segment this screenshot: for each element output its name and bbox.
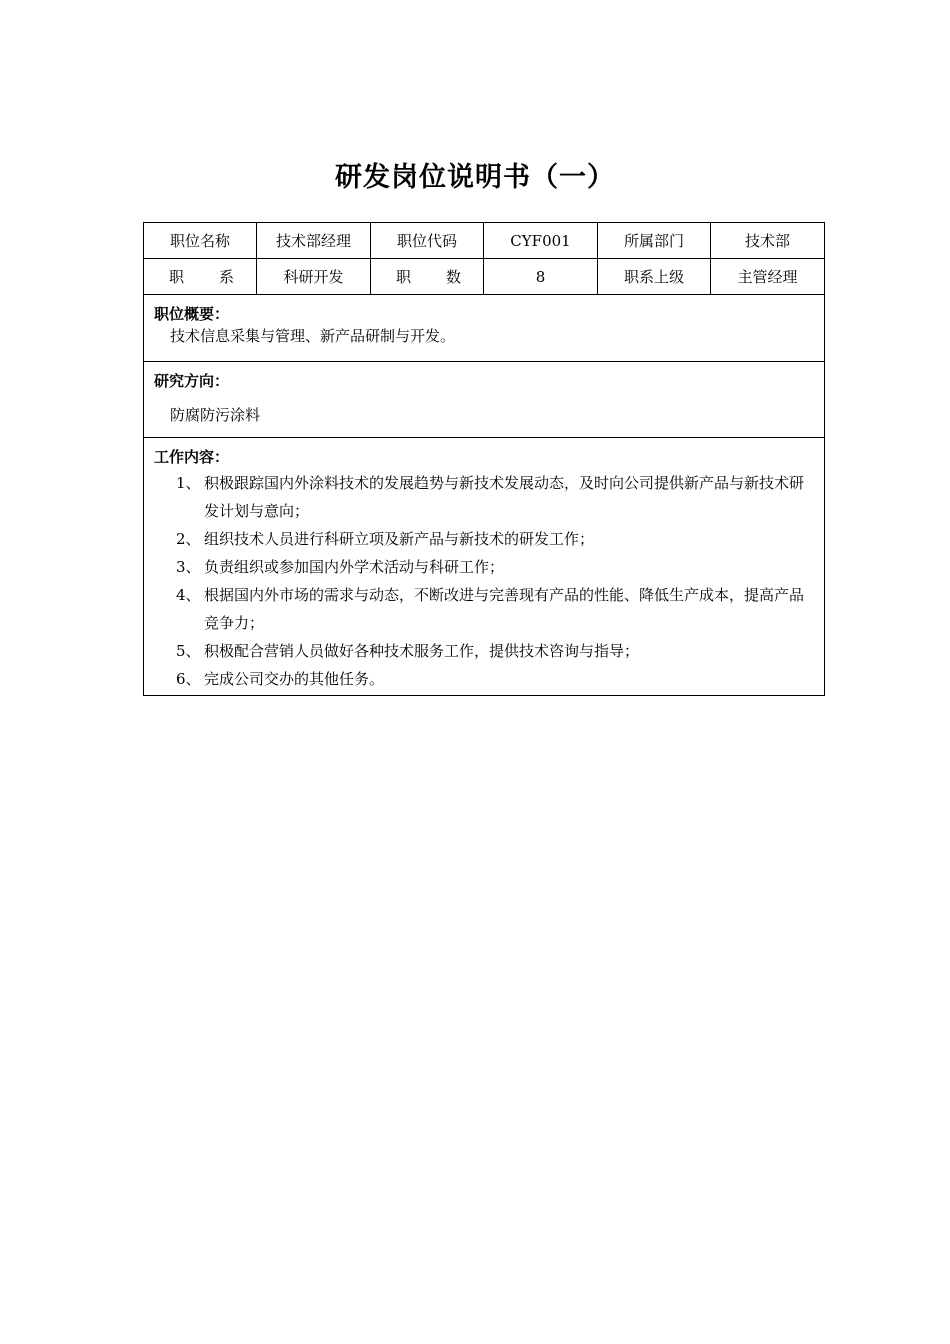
list-item-text: 组织技术人员进行科研立项及新产品与新技术的研发工作； bbox=[204, 530, 595, 548]
work-section bbox=[144, 438, 825, 696]
job-family-value: 科研开发 bbox=[257, 259, 371, 295]
list-item-text: 积极跟踪国内外涂料技术的发展趋势与新技术发展动态，及时向公司提供新产品与新技术研发计划与意向； bbox=[204, 474, 805, 520]
list-item-text: 积极配合营销人员做好各种技术服务工作，提供技术咨询与指导； bbox=[204, 642, 640, 660]
department-value: 技术部 bbox=[711, 223, 825, 259]
list-item bbox=[154, 553, 814, 581]
job-family-label bbox=[144, 259, 257, 295]
list-item-number: 6、 bbox=[176, 670, 201, 688]
page-title: 研发岗位说明书（一） bbox=[335, 162, 615, 193]
research-section bbox=[144, 362, 825, 438]
list-item-text: 负责组织或参加国内外学术活动与科研工作； bbox=[204, 558, 505, 576]
list-item-number: 4、 bbox=[176, 586, 201, 604]
position-name-value: 技术部经理 bbox=[257, 223, 371, 259]
research-heading: 研究方向： bbox=[154, 372, 230, 390]
header-row-1 bbox=[144, 223, 825, 259]
list-item-number: 2、 bbox=[176, 530, 201, 548]
work-heading: 工作内容： bbox=[154, 448, 230, 466]
list-item-number: 3、 bbox=[176, 558, 201, 576]
headcount-label bbox=[371, 259, 484, 295]
job-description-table bbox=[143, 222, 825, 696]
position-name-label: 职位名称 bbox=[144, 223, 257, 259]
list-item bbox=[154, 525, 814, 553]
supervisor-value: 主管经理 bbox=[711, 259, 825, 295]
overview-text: 技术信息采集与管理、新产品研制与开发。 bbox=[170, 327, 456, 345]
list-item-text: 根据国内外市场的需求与动态，不断改进与完善现有产品的性能、降低生产成本，提高产品竞争力； bbox=[204, 586, 805, 632]
department-label: 所属部门 bbox=[598, 223, 711, 259]
position-code-value: CYF001 bbox=[484, 223, 598, 259]
list-item bbox=[154, 665, 814, 693]
list-item-text: 完成公司交办的其他任务。 bbox=[204, 670, 385, 688]
list-item-number: 5、 bbox=[176, 642, 201, 660]
overview-heading: 职位概要： bbox=[154, 305, 230, 323]
position-code-label: 职位代码 bbox=[371, 223, 484, 259]
supervisor-label: 职系上级 bbox=[598, 259, 711, 295]
headcount-label-b: 数 bbox=[445, 268, 461, 286]
list-item bbox=[154, 469, 814, 525]
header-row-2 bbox=[144, 259, 825, 295]
list-item-number: 1、 bbox=[176, 474, 201, 492]
list-item bbox=[154, 581, 814, 637]
research-text: 防腐防污涂料 bbox=[170, 406, 261, 424]
list-item bbox=[154, 637, 814, 665]
job-family-label-a: 职 bbox=[169, 268, 185, 286]
headcount-value: 8 bbox=[484, 259, 598, 295]
job-family-label-b: 系 bbox=[218, 268, 234, 286]
overview-section bbox=[144, 295, 825, 362]
headcount-label-a: 职 bbox=[396, 268, 412, 286]
